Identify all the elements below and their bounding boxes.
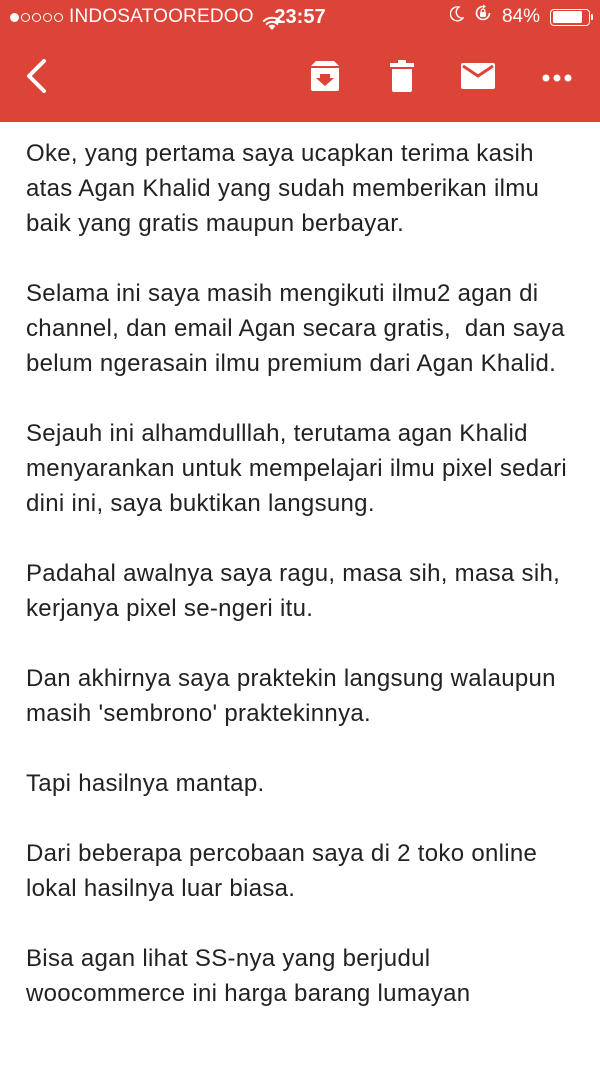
delete-button[interactable]	[377, 34, 427, 122]
mail-icon	[461, 63, 495, 94]
trash-icon	[390, 60, 414, 97]
email-toolbar	[0, 34, 600, 122]
battery-level-fill	[553, 11, 582, 23]
email-paragraph: Oke, yang pertama saya ucapkan terima kasih atas Agan Khalid yang sudah memberikan ilmu baik yang gratis maupun berbayar.	[26, 140, 547, 237]
email-paragraph: Bisa agan lihat SS-nya yang berjudul woocommerce ini harga barang lumayan	[26, 945, 471, 1007]
email-paragraph: Selama ini saya masih mengikuti ilmu2 agan di channel, dan email Agan secara gratis, dan saya belum ngerasain ilmu premium dari Agan Khalid.	[26, 280, 572, 377]
email-paragraph: Dari beberapa percobaan saya di 2 toko online lokal hasilnya luar biasa.	[26, 840, 545, 902]
carrier-name: INDOSATOOREDOO	[69, 6, 254, 27]
mark-unread-button[interactable]	[453, 34, 503, 122]
status-time: 23:57	[274, 6, 326, 28]
moon-icon	[450, 0, 464, 34]
status-right	[450, 0, 590, 34]
status-bar	[0, 0, 600, 34]
app-header	[0, 0, 600, 122]
archive-icon	[309, 60, 341, 97]
email-paragraph: Padahal awalnya saya ragu, masa sih, masa sih, kerjanya pixel se-ngeri itu.	[26, 560, 568, 622]
email-paragraph: Dan akhirnya saya praktekin langsung walaupun masih 'sembrono' praktekinnya.	[26, 665, 563, 727]
more-icon	[542, 69, 572, 87]
email-body	[26, 122, 586, 1046]
battery-percent: 84%	[501, 6, 540, 27]
rotation-lock-icon	[474, 0, 492, 34]
more-options-button[interactable]	[532, 34, 582, 122]
archive-button[interactable]	[300, 34, 350, 122]
email-paragraph: Tapi hasilnya mantap.	[26, 770, 265, 797]
back-arrow-icon	[24, 59, 48, 98]
back-button[interactable]	[14, 34, 58, 122]
battery-icon	[550, 9, 590, 26]
email-paragraph: Sejauh ini alhamdulllah, terutama agan Khalid menyarankan untuk mempelajari ilmu pixel sedari dini ini, saya buktikan langsung.	[26, 420, 574, 517]
